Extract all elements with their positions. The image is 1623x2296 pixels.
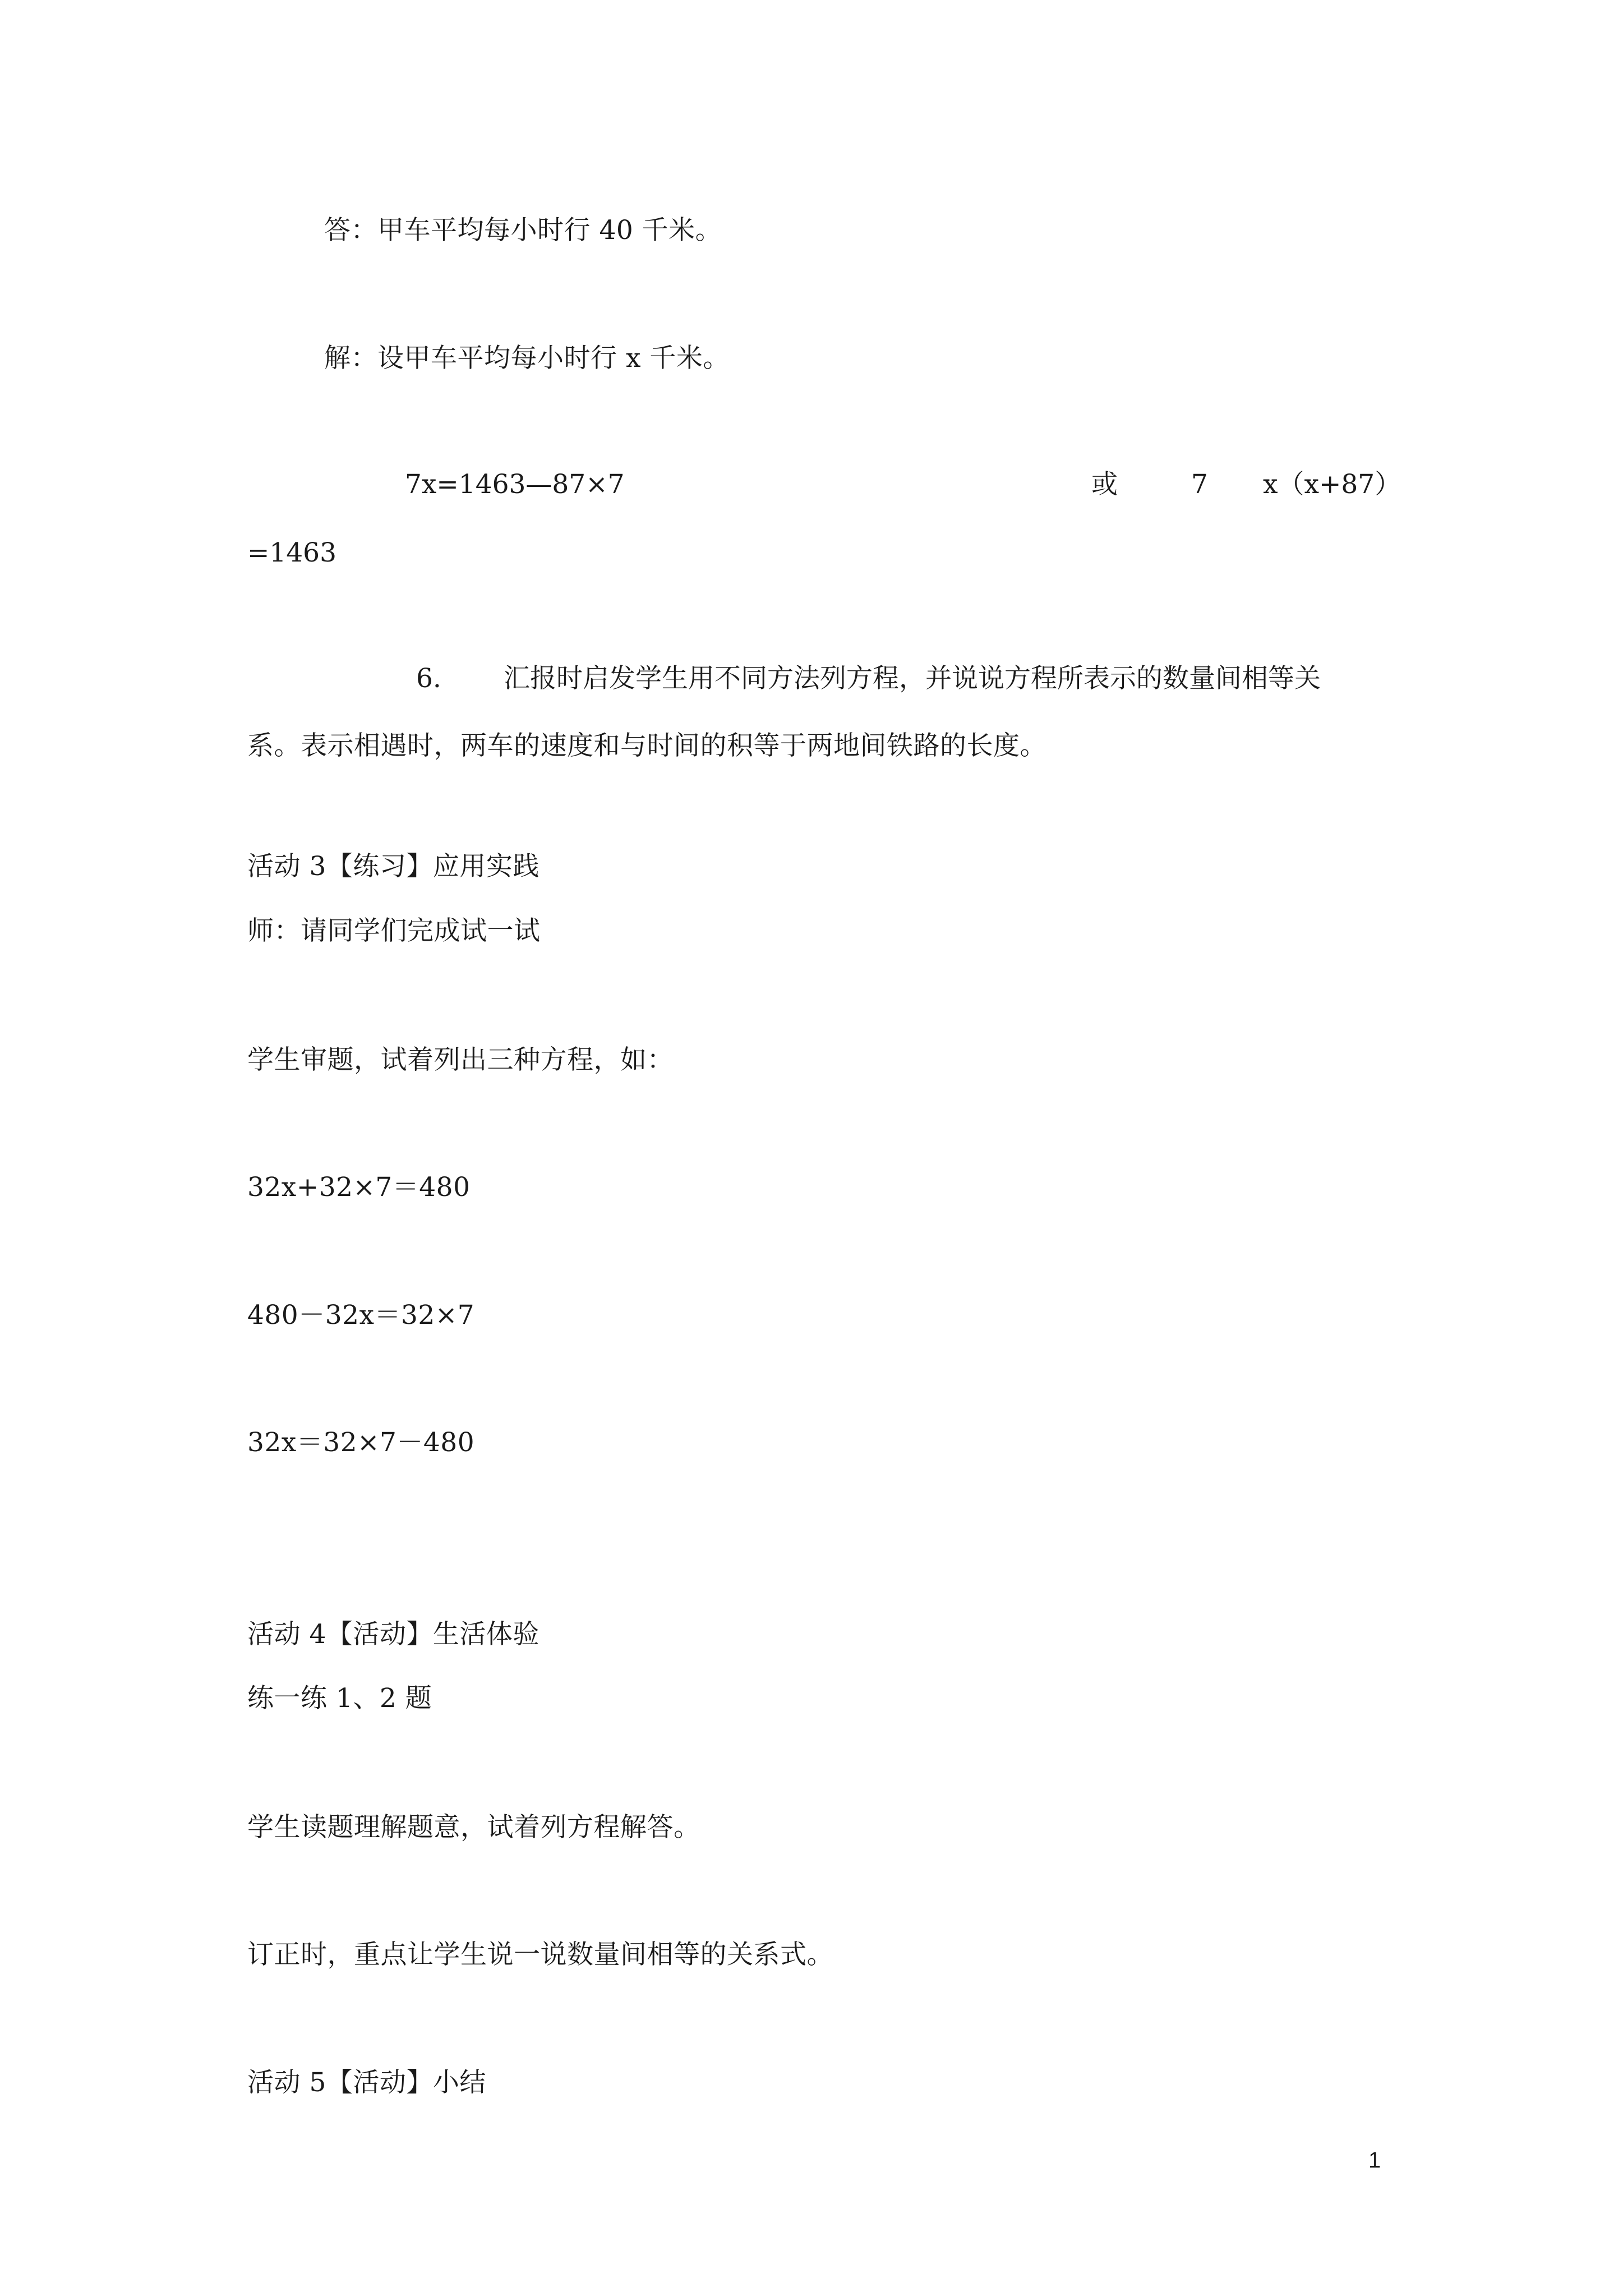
activity-4-correct: 订正时，重点让学生说一说数量间相等的关系式。: [247, 1939, 833, 1970]
activity-3-equation-2: 480－32x＝32×7: [247, 1300, 475, 1331]
equation-left: 7x=1463—87×7: [405, 469, 625, 500]
activity-3-equation-3: 32x＝32×7－480: [247, 1427, 475, 1458]
item-6-line-2: 系。表示相遇时，两车的速度和与时间的积等于两地间铁路的长度。: [247, 730, 1046, 761]
activity-4-title: 活动 4【活动】生活体验: [247, 1619, 540, 1650]
answer-line: 答：甲车平均每小时行 40 千米。: [324, 215, 722, 246]
item-6-line-1: 汇报时启发学生用不同方法列方程，并说说方程所表示的数量间相等关: [504, 663, 1321, 694]
activity-3-teacher: 师：请同学们完成试一试: [247, 915, 541, 946]
activity-3-student: 学生审题，试着列出三种方程，如：: [247, 1045, 674, 1075]
activity-3-equation-1: 32x+32×7＝480: [247, 1172, 471, 1203]
activity-4-read: 学生读题理解题意，试着列方程解答。: [247, 1812, 700, 1843]
equation-or: 或: [1091, 469, 1118, 500]
equation-right: x（x+87）: [1263, 469, 1401, 500]
page-number: 1: [1368, 2148, 1381, 2173]
solution-intro: 解：设甲车平均每小时行 x 千米。: [324, 343, 730, 374]
item-6-number: 6.: [416, 663, 441, 694]
activity-5-title: 活动 5【活动】小结: [247, 2067, 486, 2098]
activity-4-practice: 练一练 1、2 题: [247, 1683, 432, 1714]
equation-continuation: =1463: [247, 537, 336, 568]
equation-seven: 7: [1191, 469, 1208, 500]
activity-3-title: 活动 3【练习】应用实践: [247, 851, 540, 882]
